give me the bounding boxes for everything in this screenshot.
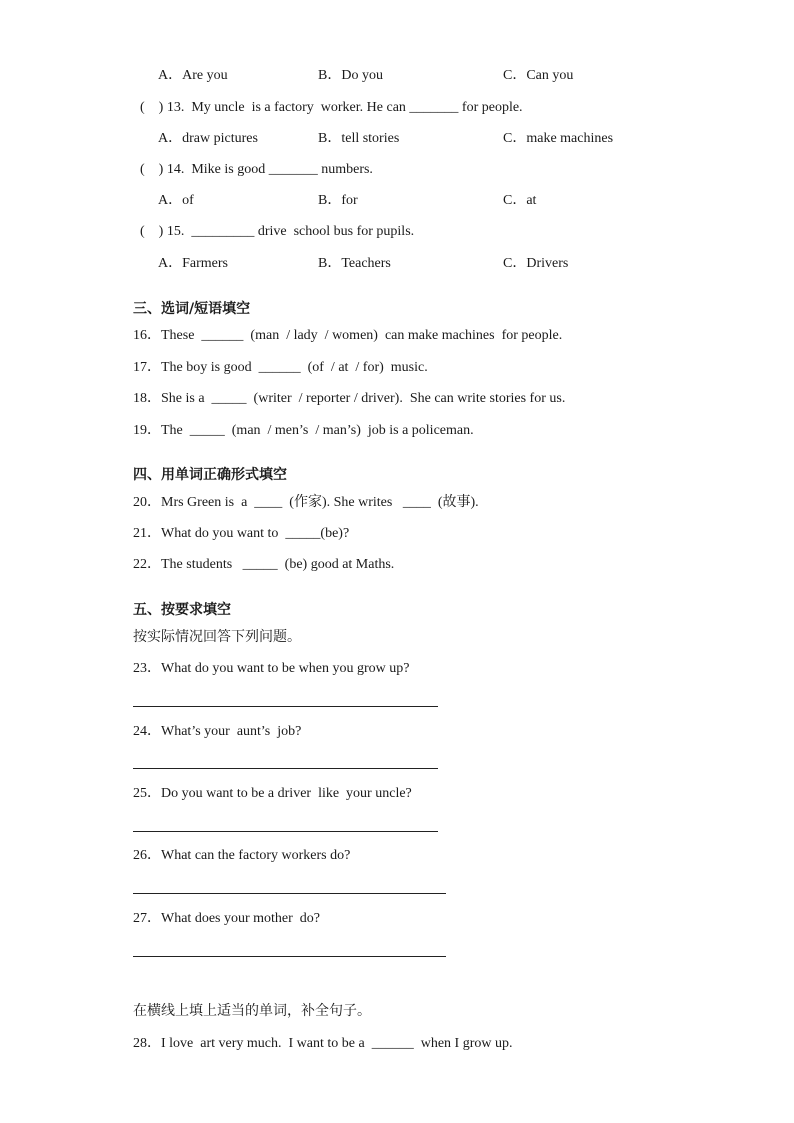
q24-answer-line[interactable] <box>133 768 438 769</box>
q17: 17．The boy is good ______ (of / at / for) music. <box>133 360 428 375</box>
q22: 22．The students _____ (be) good at Maths. <box>133 557 395 572</box>
q25-answer-line[interactable] <box>133 831 438 832</box>
q12-option-c: C．Can you <box>503 68 574 83</box>
q15-option-c: C．Drivers <box>503 256 569 271</box>
q25: 25．Do you want to be a driver like your uncle? <box>133 786 412 801</box>
q27: 27．What does your mother do? <box>133 911 321 926</box>
q14-stem: ( ) 14. Mike is good _______ numbers. <box>140 162 373 177</box>
q13-option-a: A．draw pictures <box>158 131 258 146</box>
q20: 20．Mrs Green is a ____ (作家). She writes ____ (故事). <box>133 495 479 510</box>
q14-option-c: C．at <box>503 193 537 208</box>
q13-option-b: B．tell stories <box>318 131 400 146</box>
section4-title: 四、用单词正确形式填空 <box>133 467 287 483</box>
q15-option-b: B．Teachers <box>318 256 391 271</box>
q15-option-a: A．Farmers <box>158 256 228 271</box>
q26: 26．What can the factory workers do? <box>133 848 351 863</box>
q27-answer-line[interactable] <box>133 956 446 957</box>
q16: 16．These ______ (man / lady / women) can make machines for people. <box>133 328 563 343</box>
q28: 28．I love art very much. I want to be a ______ when I grow up. <box>133 1036 513 1051</box>
q13-option-c: C．make machines <box>503 131 614 146</box>
q24: 24．What’s your aunt’s job? <box>133 724 302 739</box>
q14-option-a: A．of <box>158 193 194 208</box>
section3-title: 三、选词/短语填空 <box>133 301 251 317</box>
q14-option-b: B．for <box>318 193 358 208</box>
q26-answer-line[interactable] <box>133 893 446 894</box>
q13-stem: ( ) 13. My uncle is a factory worker. He can _______ for people. <box>140 100 523 115</box>
q12-option-b: B．Do you <box>318 68 383 83</box>
q21: 21．What do you want to _____(be)? <box>133 526 350 541</box>
instruction-fill-words: 在横线上填上适当的单词，补全句子。 <box>133 1003 371 1019</box>
section5-title: 五、按要求填空 <box>133 602 231 618</box>
q15-stem: ( ) 15. _________ drive school bus for pupils. <box>140 224 415 239</box>
instruction-answer-questions: 按实际情况回答下列问题。 <box>133 629 301 645</box>
q19: 19．The _____ (man / men’s / man’s) job is a policeman. <box>133 423 474 438</box>
q12-option-a: A．Are you <box>158 68 228 83</box>
q18: 18．She is a _____ (writer / reporter / driver). She can write stories for us. <box>133 391 566 406</box>
q23-answer-line[interactable] <box>133 706 438 707</box>
q23: 23．What do you want to be when you grow up? <box>133 661 410 676</box>
